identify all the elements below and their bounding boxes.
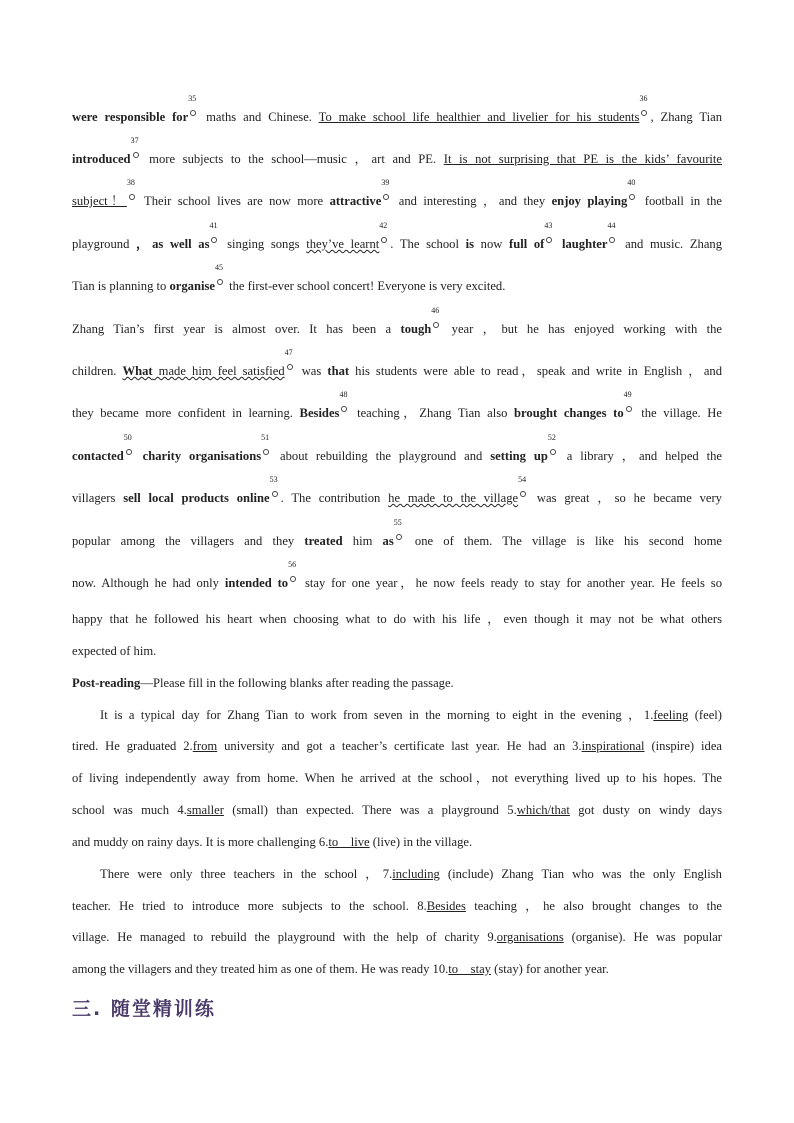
underlined-phrase: It is not surprising that PE is the kids’ favourite bbox=[443, 152, 722, 166]
text: the first-ever school concert! Everyone is very excited. bbox=[225, 279, 506, 293]
circle-mark-icon bbox=[626, 406, 632, 412]
text: university and got a teacher’s certificate last year. He had an 3. bbox=[217, 739, 582, 753]
text: now. Although he had only bbox=[72, 576, 225, 590]
text: Tian is planning to bbox=[72, 279, 170, 293]
exercise-line bbox=[72, 769, 722, 787]
text: they became more confident in learning. bbox=[72, 406, 300, 420]
circle-mark-icon bbox=[381, 237, 387, 243]
answer-blank: organisations bbox=[496, 930, 564, 944]
bold-phrase: were responsible for bbox=[72, 110, 189, 124]
bold-phrase: is bbox=[465, 237, 475, 251]
text: of living independently away from home. When he arrived at the school，not everything lived up to his hopes. The bbox=[72, 771, 722, 785]
bold-phrase: setting up bbox=[490, 449, 548, 463]
answer-blank: including bbox=[392, 867, 440, 881]
bold-phrase: attractive bbox=[329, 194, 382, 208]
bold-phrase: full of bbox=[509, 237, 545, 251]
text: . The contribution bbox=[280, 491, 389, 505]
bold-phrase: laughter bbox=[562, 237, 608, 251]
text: (live) in the village. bbox=[369, 835, 473, 849]
answer-blank: which/that bbox=[516, 803, 570, 817]
exercise-line bbox=[72, 928, 722, 946]
text: tired. He graduated 2. bbox=[72, 739, 193, 753]
text: and muddy on rainy days. It is more challenging 6. bbox=[72, 835, 329, 849]
circle-mark-icon bbox=[341, 406, 347, 412]
passage-line: Tian is planning to organise45 the first-ever school concert! Everyone is very excited. bbox=[72, 263, 506, 293]
text: a library ，and helped the bbox=[558, 449, 722, 463]
text: the village. He bbox=[634, 406, 722, 420]
passage-line: contacted50 charity organisations51 about rebuilding the playground and setting up52 a library ，and helped the bbox=[72, 433, 722, 463]
text: (inspire) idea bbox=[644, 739, 723, 753]
underlined-phrase: subject！ bbox=[72, 194, 127, 208]
text: Their school lives are now more bbox=[137, 194, 330, 208]
circle-mark-icon bbox=[641, 110, 647, 116]
passage-line: introduced37 more subjects to the school—music ，art and PE. It is not surprising that PE is the kids’ favourite bbox=[72, 136, 722, 166]
exercise-line bbox=[72, 897, 722, 915]
wavy-underlined-phrase: made him feel satisfied bbox=[152, 364, 285, 378]
text: his students were able to read，speak and write in English ，and bbox=[349, 364, 723, 378]
bold-phrase: enjoy playing bbox=[551, 194, 628, 208]
circle-mark-icon bbox=[546, 237, 552, 243]
passage-line: subject！38 Their school lives are now more attractive39 and interesting ，and they enjoy playing40 football in the bbox=[72, 178, 722, 208]
circle-mark-icon bbox=[263, 449, 269, 455]
circle-mark-icon bbox=[190, 110, 196, 116]
passage-line bbox=[72, 610, 722, 628]
exercise-line bbox=[72, 801, 722, 819]
exercise-line bbox=[72, 737, 722, 755]
text: was bbox=[295, 364, 328, 378]
exercise-line bbox=[72, 833, 722, 851]
bold-phrase: that bbox=[327, 364, 350, 378]
passage-line: popular among the villagers and they treated him as55 one of them. The village is like his second home bbox=[72, 518, 722, 548]
text: . The school bbox=[390, 237, 466, 251]
text: happy that he followed his heart when choosing what to do with his life ，even though it may not be what others bbox=[72, 612, 722, 626]
text: playground bbox=[72, 237, 137, 251]
text: more subjects to the school—music ，art and PE. bbox=[141, 152, 444, 166]
text: and music. Zhang bbox=[618, 237, 723, 251]
text: teacher. He tried to introduce more subjects to the school. 8. bbox=[72, 899, 427, 913]
exercise-line bbox=[72, 960, 722, 978]
bold-phrase: organise bbox=[169, 279, 215, 293]
text: , Zhang Tian bbox=[650, 110, 723, 124]
circle-mark-icon bbox=[211, 237, 217, 243]
text: now bbox=[474, 237, 509, 251]
text: got dusty on windy days bbox=[569, 803, 723, 817]
circle-mark-icon bbox=[133, 152, 139, 158]
wavy-underlined-phrase: they’ve learnt bbox=[306, 237, 380, 251]
text: singing songs bbox=[220, 237, 307, 251]
circle-mark-icon bbox=[433, 322, 439, 328]
circle-mark-icon bbox=[272, 491, 278, 497]
passage-line: Zhang Tian’s first year is almost over. It has been a tough46 year ，but he has enjoyed working with the bbox=[72, 306, 722, 336]
circle-mark-icon bbox=[609, 237, 615, 243]
answer-blank: Besides bbox=[426, 899, 466, 913]
text: year ，but he has enjoyed working with the bbox=[442, 322, 722, 336]
text: maths and Chinese. bbox=[199, 110, 319, 124]
text: was great ，so he became very bbox=[529, 491, 722, 505]
circle-mark-icon bbox=[520, 491, 526, 497]
text: villagers bbox=[72, 491, 124, 505]
circle-mark-icon bbox=[129, 194, 135, 200]
passage-line: playground ，as well as41 singing songs they’ve learnt42. The school is now full of43 laughter44 and music. Zhang bbox=[72, 221, 723, 251]
text: stay for one year，he now feels ready to stay for another year. He feels so bbox=[299, 576, 723, 590]
section-heading: 三. 随堂精训练 bbox=[72, 998, 216, 1020]
wavy-underlined-phrase: he made to the village bbox=[388, 491, 519, 505]
passage-line bbox=[72, 642, 722, 660]
text: children. bbox=[72, 364, 123, 378]
answer-blank: smaller bbox=[186, 803, 224, 817]
circle-mark-icon bbox=[290, 576, 296, 582]
underlined-phrase: To make school life healthier and livelier for his students bbox=[318, 110, 640, 124]
circle-mark-icon bbox=[217, 279, 223, 285]
passage-line: were responsible for35 maths and Chinese. To make school life healthier and livelier for his students36, Zhang Tian bbox=[72, 94, 723, 124]
text: (include) Zhang Tian who was the only English bbox=[439, 867, 722, 881]
answer-blank: feeling bbox=[653, 708, 689, 722]
text bbox=[555, 237, 562, 251]
bold-phrase: ，as well as bbox=[136, 237, 210, 251]
answer-blank: to live bbox=[328, 835, 370, 849]
text: one of them. The village is like his second home bbox=[404, 534, 722, 548]
text: about rebuilding the playground and bbox=[272, 449, 491, 463]
answer-blank: to stay bbox=[448, 962, 491, 976]
bold-phrase: as bbox=[382, 534, 394, 548]
circle-mark-icon bbox=[126, 449, 132, 455]
bold-phrase: charity organisations bbox=[134, 449, 262, 463]
text: —Please fill in the following blanks after reading the passage. bbox=[140, 676, 454, 690]
passage-line: villagers sell local products online53. The contribution he made to the village54 was great ，so he became very bbox=[72, 475, 722, 505]
circle-mark-icon bbox=[383, 194, 389, 200]
circle-mark-icon bbox=[550, 449, 556, 455]
text: (small) than expected. There was a playground 5. bbox=[223, 803, 517, 817]
text: (stay) for another year. bbox=[490, 962, 609, 976]
exercise-line bbox=[100, 865, 722, 883]
text: school was much 4. bbox=[72, 803, 187, 817]
text: (feel) bbox=[688, 708, 722, 722]
text: among the villagers and they treated him as one of them. He was ready 10. bbox=[72, 962, 449, 976]
text: teaching，Zhang Tian also bbox=[350, 406, 515, 420]
bold-phrase: What bbox=[122, 364, 153, 378]
passage-line: children. What made him feel satisfied47 was that his students were able to read，speak and write in English ，and bbox=[72, 348, 723, 378]
text: teaching ，he also brought changes to the bbox=[465, 899, 722, 913]
text: and interesting ，and they bbox=[392, 194, 552, 208]
exercise-line bbox=[100, 706, 722, 724]
answer-blank: inspirational bbox=[581, 739, 645, 753]
text: Zhang Tian’s first year is almost over. It has been a bbox=[72, 322, 401, 336]
text: There were only three teachers in the school ，7. bbox=[100, 867, 393, 881]
post-reading-label: Post-reading bbox=[72, 676, 141, 690]
passage-line: they became more confident in learning. Besides48 teaching，Zhang Tian also brought changes to49 the village. He bbox=[72, 390, 722, 420]
text: (organise). He was popular bbox=[563, 930, 722, 944]
text: football in the bbox=[638, 194, 722, 208]
text: him bbox=[342, 534, 383, 548]
answer-blank: from bbox=[192, 739, 218, 753]
text: popular among the villagers and they bbox=[72, 534, 305, 548]
text: It is a typical day for Zhang Tian to work from seven in the morning to eight in the evening ，1. bbox=[100, 708, 654, 722]
text: village. He managed to rebuild the playground with the help of charity 9. bbox=[72, 930, 497, 944]
circle-mark-icon bbox=[629, 194, 635, 200]
passage-line: now. Although he had only intended to56 stay for one year，he now feels ready to stay for another year. He feels so bbox=[72, 560, 723, 590]
post-reading-instruction bbox=[72, 674, 722, 692]
bold-phrase: treated bbox=[304, 534, 343, 548]
circle-mark-icon bbox=[396, 534, 402, 540]
bold-phrase: brought changes to bbox=[514, 406, 624, 420]
bold-phrase: Besides bbox=[299, 406, 340, 420]
bold-phrase: intended to bbox=[224, 576, 289, 590]
text: expected of him. bbox=[72, 644, 157, 658]
bold-phrase: introduced bbox=[72, 152, 131, 166]
bold-phrase: tough bbox=[400, 322, 432, 336]
bold-phrase: contacted bbox=[72, 449, 124, 463]
bold-phrase: sell local products online bbox=[123, 491, 270, 505]
circle-mark-icon bbox=[287, 364, 293, 370]
